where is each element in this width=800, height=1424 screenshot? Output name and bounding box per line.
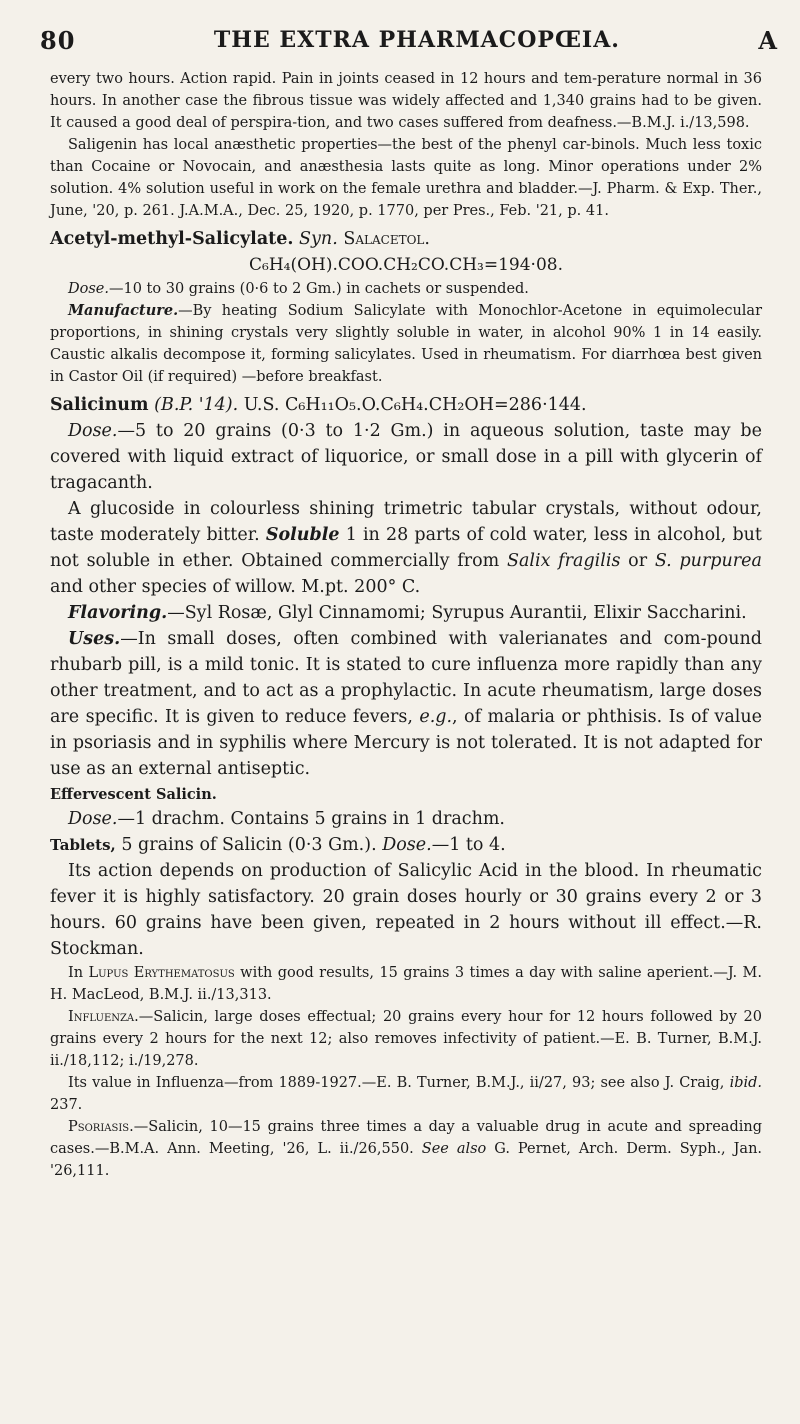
dose-text: —5 to 20 grains (0·3 to 1·2 Gm.) in aqueous solution, taste may be covered with liquid extract of liquorice, or small dose in a pill with glycerin of tragacanth. bbox=[50, 421, 762, 493]
soluble-label: Soluble bbox=[265, 525, 340, 545]
page-header bbox=[40, 20, 778, 60]
entry-acetyl-methyl-salicylate bbox=[50, 226, 762, 252]
page-number: 80 bbox=[40, 25, 76, 55]
chemical-formula: U.S. C₆H₁₁O₅.O.C₆H₄.CH₂OH=286·144. bbox=[243, 395, 587, 415]
influenza-text: —Salicin, large doses effectual; 20 grains every hour for 12 hours followed by 20 grains every 2 hours for the next 12; also removes infectivity of patient.—E. B. Turner, B.M.J. ii./18,112; i./19,278. bbox=[50, 1009, 762, 1069]
flavoring-label: Flavoring. bbox=[68, 603, 168, 623]
psoriasis-paragraph bbox=[50, 1116, 762, 1182]
species-name: Salix fragilis bbox=[506, 551, 621, 571]
pharmacopoeia-ref: (B.P. '14). bbox=[154, 395, 239, 415]
psoriasis-label: Psoriasis. bbox=[68, 1119, 134, 1135]
dose-text: —1 to 4. bbox=[431, 835, 506, 855]
action-paragraph: Its action depends on production of Salicylic Acid in the blood. In rheumatic fever it is highly satisfactory. 20 grain doses hourly or 30 grains every 2 or 3 hours. 60 grains have been given, repeated in 2 hours without ill effect.—R. Stockman. bbox=[50, 861, 762, 959]
manufacture-paragraph bbox=[50, 300, 762, 388]
uses-paragraph bbox=[50, 626, 762, 782]
description-text: or bbox=[628, 551, 648, 571]
value-text: 237. bbox=[50, 1097, 83, 1113]
dose-line bbox=[50, 278, 762, 300]
lupus-text: with good results, 15 grains 3 times a day with saline aperient.—J. M. H. MacLeod, B.M.J. ii./13,313. bbox=[50, 965, 763, 1003]
syn-label: Syn. bbox=[299, 229, 338, 249]
flavoring-text: —Syl Rosæ, Glyl Cinnamomi; Syrupus Aurantii, Elixir Saccharini. bbox=[167, 603, 747, 623]
lupus-text: In bbox=[68, 965, 84, 981]
paragraph-case-report: every two hours. Action rapid. Pain in joints ceased in 12 hours and tem-perature normal in 36 hours. In another case the fibrous tissue was widely affected and 1,340 grains had to be given. It caused a good deal of perspira-tion, and two cases suffered from deafness.—B.M.J. i./13,598. bbox=[50, 71, 762, 131]
psoriasis-text: —Salicin, 10—15 grains three times a day a valuable drug in acute and spreading cases.—B.M.A. Ann. Meeting, '26, L. ii./26,550. bbox=[50, 1119, 762, 1157]
description-paragraph bbox=[50, 496, 762, 600]
dose-label: Dose. bbox=[68, 421, 118, 441]
species-name: S. purpurea bbox=[654, 551, 762, 571]
description-text: and other species of willow. M.pt. 200° C. bbox=[50, 577, 421, 597]
description-text: 1 in 28 parts of cold water, less in alcohol, but not soluble in ether. Obtained commercially from bbox=[50, 525, 762, 571]
dose-text: —10 to 30 grains (0·6 to 2 Gm.) in cachets or suspended. bbox=[109, 281, 529, 297]
dose-label: Dose. bbox=[68, 281, 109, 297]
dose-paragraph bbox=[50, 418, 762, 496]
effervescent-heading: Effervescent Salicin. bbox=[50, 786, 217, 803]
tablets-label: Tablets, bbox=[50, 836, 116, 854]
paragraph-saligenin: Saligenin has local anæsthetic properties—the best of the phenyl car-binols. Much less toxic than Cocaine or Novocain, and anæsthesia lasts quite as long. Minor operations under 2% solution. 4% solution useful in work on the female urethra and bladder.—J. Pharm. & Exp. Ther., June, '20, p. 261. J.A.M.A., Dec. 25, 1920, p. 1770, per Pres., Feb. '21, p. 41. bbox=[50, 137, 762, 219]
influenza-label: Influenza. bbox=[68, 1009, 139, 1025]
influenza-paragraph bbox=[50, 1006, 762, 1072]
flavoring-paragraph bbox=[50, 600, 762, 626]
psoriasis-text: G. Pernet, Arch. Derm. Syph., Jan. '26,111. bbox=[50, 1141, 763, 1179]
uses-label: Uses. bbox=[68, 629, 121, 649]
entry-salicinum bbox=[50, 392, 762, 418]
entry-name: Acetyl-methyl-Salicylate. bbox=[50, 229, 294, 249]
see-also-label: See also bbox=[421, 1141, 487, 1157]
dose-label: Dose. bbox=[68, 809, 118, 829]
value-text: Its value in Influenza—from 1889-1927.—E. B. Turner, B.M.J., ii/27, 93; see also J. Craig, bbox=[68, 1075, 725, 1091]
running-title: THE EXTRA PHARMACOPŒIA. bbox=[213, 27, 620, 53]
lupus-label: Lupus Erythematosus bbox=[88, 965, 235, 981]
effervescent-dose bbox=[50, 806, 762, 832]
ibid-abbrev: ibid. bbox=[729, 1075, 763, 1091]
chemical-formula: C₆H₄(OH).COO.CH₂CO.CH₃=194·08. bbox=[249, 255, 563, 275]
section-letter: A bbox=[758, 25, 778, 55]
dose-label: Dose. bbox=[382, 835, 432, 855]
tablets-line bbox=[50, 832, 762, 858]
value-paragraph bbox=[50, 1072, 762, 1116]
description-text: A glucoside in colourless shining trimetric tabular crystals, without odour, taste moderately bitter. bbox=[50, 499, 762, 545]
entry-name: Salicinum bbox=[50, 395, 149, 415]
manufacture-text: —By heating Sodium Salicylate with Monochlor-Acetone in equimolecular proportions, in shining crystals very slightly soluble in water, in alcohol 90% 1 in 14 easily. Caustic alkalis decompose it, forming salicylates. Used in rheumatism. For diarrhœa best given in Castor Oil (if required) —before breakfast. bbox=[50, 303, 762, 385]
manufacture-label: Manufacture. bbox=[68, 302, 179, 319]
eg-abbrev: e.g. bbox=[419, 707, 453, 727]
uses-text: —In small doses, often combined with valerianates and com-pound rhubarb pill, is a mild tonic. It is stated to cure influenza more rapidly than any other treatment, and to act as a prophylactic. In acute rheumatism, large doses are specific. It is given to reduce fevers, bbox=[50, 629, 762, 727]
synonym: Salacetol. bbox=[343, 229, 430, 249]
page-content bbox=[50, 68, 762, 1182]
lupus-paragraph bbox=[50, 962, 762, 1006]
uses-text: , of malaria or phthisis. Is of value in psoriasis and in syphilis where Mercury is not tolerated. It is not adapted for use as an external antiseptic. bbox=[50, 707, 762, 779]
dose-text: —1 drachm. Contains 5 grains in 1 drachm. bbox=[117, 809, 505, 829]
tablets-text: 5 grains of Salicin (0·3 Gm.). bbox=[121, 835, 377, 855]
